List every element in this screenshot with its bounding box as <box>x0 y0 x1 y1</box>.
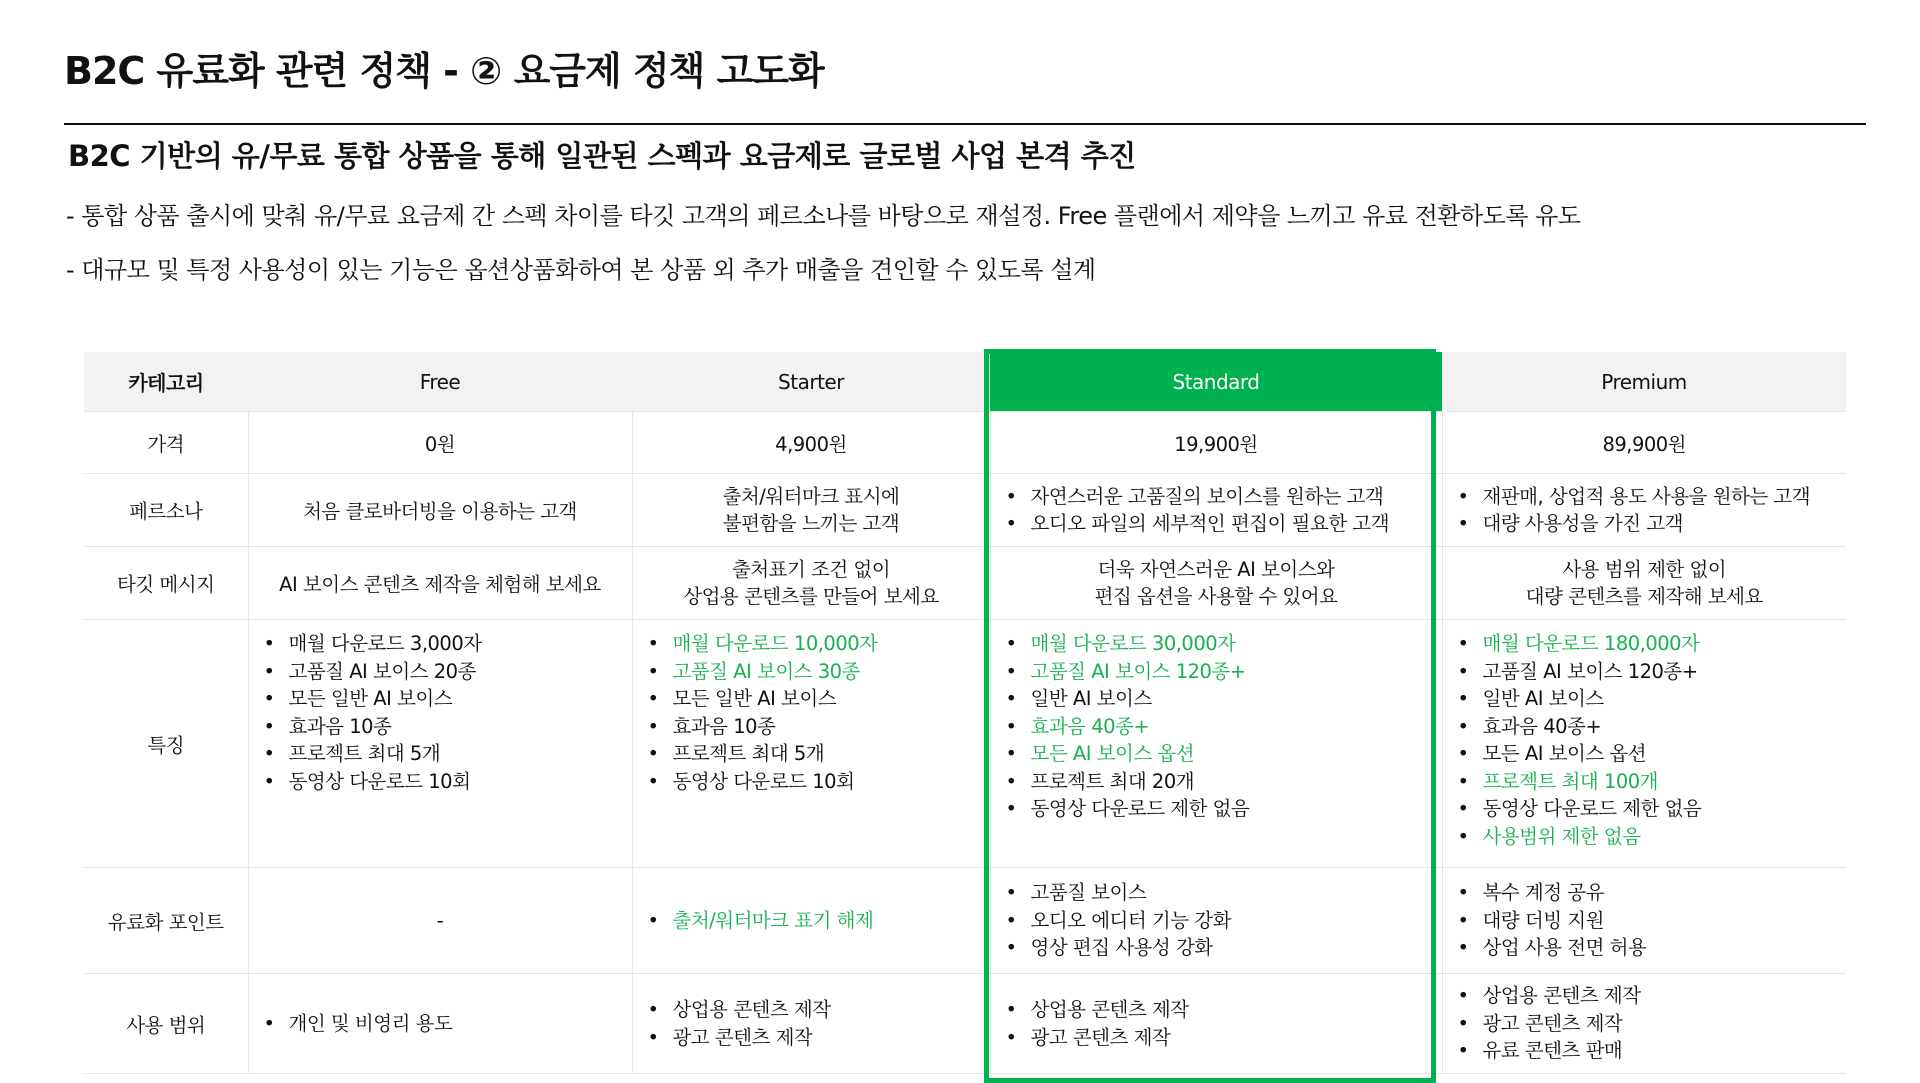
list-item: • 오디오 파일의 세부적인 편집이 필요한 고객 <box>1006 510 1441 538</box>
list-item: • 상업용 콘텐츠 제작 <box>1006 996 1441 1024</box>
free-paid-point: - <box>248 868 632 974</box>
list-item: • 사용범위 제한 없음 <box>1458 823 1846 851</box>
row-label-paid-point: 유료화 포인트 <box>84 868 248 974</box>
list-item: • 일반 AI 보이스 <box>1458 685 1846 713</box>
standard-message-line: 편집 옵션을 사용할 수 있어요 <box>1094 585 1338 608</box>
row-label-features: 특징 <box>84 620 248 868</box>
list-item: • 고품질 AI 보이스 120종+ <box>1458 658 1846 686</box>
table-row-message <box>84 547 1846 620</box>
list-item: • 복수 계정 공유 <box>1458 879 1846 907</box>
standard-usage <box>990 974 1442 1074</box>
list-item: • 상업 사용 전면 허용 <box>1458 934 1846 962</box>
list-item: • 매월 다운로드 10,000자 <box>648 630 989 658</box>
free-price: 0원 <box>248 412 632 474</box>
list-item: • 프로젝트 최대 5개 <box>264 740 631 768</box>
list-item: • 효과음 40종+ <box>1458 713 1846 741</box>
page-subtitle: B2C 기반의 유/무료 통합 상품을 통해 일관된 스펙과 요금제로 글로벌 사업 본격 추진 <box>68 139 1136 173</box>
list-item: • 상업용 콘텐츠 제작 <box>1458 982 1846 1010</box>
table-row-paid-point <box>84 868 1846 974</box>
list-item: • 고품질 AI 보이스 120종+ <box>1006 658 1441 686</box>
starter-paid-point <box>632 868 990 974</box>
starter-message <box>632 547 990 620</box>
list-item: • 모든 일반 AI 보이스 <box>648 685 989 713</box>
table-row-price <box>84 412 1846 474</box>
list-item: • 일반 AI 보이스 <box>1006 685 1441 713</box>
list-item: • 광고 콘텐츠 제작 <box>1006 1024 1441 1052</box>
list-item: • 고품질 보이스 <box>1006 879 1441 907</box>
premium-message <box>1442 547 1846 620</box>
list-item: • 광고 콘텐츠 제작 <box>648 1024 989 1052</box>
list-item: • 모든 일반 AI 보이스 <box>264 685 631 713</box>
header-category: 카테고리 <box>84 352 248 412</box>
standard-paid-point <box>990 868 1442 974</box>
list-item: • 광고 콘텐츠 제작 <box>1458 1010 1846 1038</box>
starter-price: 4,900원 <box>632 412 990 474</box>
list-item: • 모든 AI 보이스 옵션 <box>1006 740 1441 768</box>
premium-features <box>1442 620 1846 868</box>
list-item: • 매월 다운로드 30,000자 <box>1006 630 1441 658</box>
pricing-table <box>84 352 1846 1074</box>
row-label-usage: 사용 범위 <box>84 974 248 1074</box>
header-free: Free <box>248 352 632 412</box>
premium-price: 89,900원 <box>1442 412 1846 474</box>
standard-features <box>990 620 1442 868</box>
list-item: • 오디오 에디터 기능 강화 <box>1006 907 1441 935</box>
row-label-message: 타깃 메시지 <box>84 547 248 620</box>
header-premium: Premium <box>1442 352 1846 412</box>
list-item: • 프로젝트 최대 20개 <box>1006 768 1441 796</box>
list-item: • 유료 콘텐츠 판매 <box>1458 1037 1846 1065</box>
table-row-persona <box>84 474 1846 547</box>
description-bullet-1: - 통합 상품 출시에 맞춰 유/무료 요금제 간 스펙 차이를 타깃 고객의 페르소나를 바탕으로 재설정. Free 플랜에서 제약을 느끼고 유료 전환하도록 유도 <box>66 202 1581 230</box>
free-features <box>248 620 632 868</box>
list-item: • 효과음 40종+ <box>1006 713 1441 741</box>
header-starter: Starter <box>632 352 990 412</box>
list-item: • 매월 다운로드 180,000자 <box>1458 630 1846 658</box>
list-item: • 프로젝트 최대 100개 <box>1458 768 1846 796</box>
list-item: • 자연스러운 고품질의 보이스를 원하는 고객 <box>1006 483 1441 511</box>
starter-usage <box>632 974 990 1074</box>
list-item: • 출처/워터마크 표기 해제 <box>648 907 989 935</box>
list-item: • 동영상 다운로드 10회 <box>648 768 989 796</box>
starter-message-line: 상업용 콘텐츠를 만들어 보세요 <box>683 585 939 608</box>
starter-persona-line: 출처/워터마크 표시에 <box>722 484 900 508</box>
premium-paid-point <box>1442 868 1846 974</box>
list-item: • 모든 AI 보이스 옵션 <box>1458 740 1846 768</box>
table-row-usage <box>84 974 1846 1074</box>
list-item: • 고품질 AI 보이스 20종 <box>264 658 631 686</box>
row-label-price: 가격 <box>84 412 248 474</box>
list-item: • 개인 및 비영리 용도 <box>264 1010 631 1038</box>
row-label-persona: 페르소나 <box>84 474 248 547</box>
list-item: • 대량 사용성을 가진 고객 <box>1458 510 1846 538</box>
header-standard: Standard <box>990 352 1442 412</box>
list-item: • 재판매, 상업적 용도 사용을 원하는 고객 <box>1458 483 1846 511</box>
starter-features <box>632 620 990 868</box>
list-item: • 프로젝트 최대 5개 <box>648 740 989 768</box>
list-item: • 상업용 콘텐츠 제작 <box>648 996 989 1024</box>
premium-usage <box>1442 974 1846 1074</box>
free-message: AI 보이스 콘텐츠 제작을 체험해 보세요 <box>248 547 632 620</box>
premium-message-line: 사용 범위 제한 없이 <box>1562 557 1727 581</box>
premium-message-line: 대량 콘텐츠를 제작해 보세요 <box>1525 585 1763 608</box>
list-item: • 고품질 AI 보이스 30종 <box>648 658 989 686</box>
list-item: • 매월 다운로드 3,000자 <box>264 630 631 658</box>
standard-persona <box>990 474 1442 547</box>
free-usage <box>248 974 632 1074</box>
list-item: • 영상 편집 사용성 강화 <box>1006 934 1441 962</box>
starter-persona-line: 불편함을 느끼는 고객 <box>722 512 900 535</box>
list-item: • 효과음 10종 <box>648 713 989 741</box>
list-item: • 대량 더빙 지원 <box>1458 907 1846 935</box>
list-item: • 동영상 다운로드 10회 <box>264 768 631 796</box>
list-item: • 효과음 10종 <box>264 713 631 741</box>
starter-persona <box>632 474 990 547</box>
premium-persona <box>1442 474 1846 547</box>
free-persona: 처음 클로바더빙을 이용하는 고객 <box>248 474 632 547</box>
list-item: • 동영상 다운로드 제한 없음 <box>1458 795 1846 823</box>
table-row-features <box>84 620 1846 868</box>
starter-message-line: 출처표기 조건 없이 <box>731 557 891 581</box>
list-item: • 동영상 다운로드 제한 없음 <box>1006 795 1441 823</box>
page-title: B2C 유료화 관련 정책 - ② 요금제 정책 고도화 <box>64 49 824 93</box>
description-bullet-2: - 대규모 및 특정 사용성이 있는 기능은 옵션상품화하여 본 상품 외 추가 매출을 견인할 수 있도록 설계 <box>66 256 1096 284</box>
standard-message <box>990 547 1442 620</box>
standard-message-line: 더욱 자연스러운 AI 보이스와 <box>1097 557 1335 581</box>
table-header-row <box>84 352 1846 412</box>
standard-price: 19,900원 <box>990 412 1442 474</box>
title-divider <box>64 123 1866 125</box>
